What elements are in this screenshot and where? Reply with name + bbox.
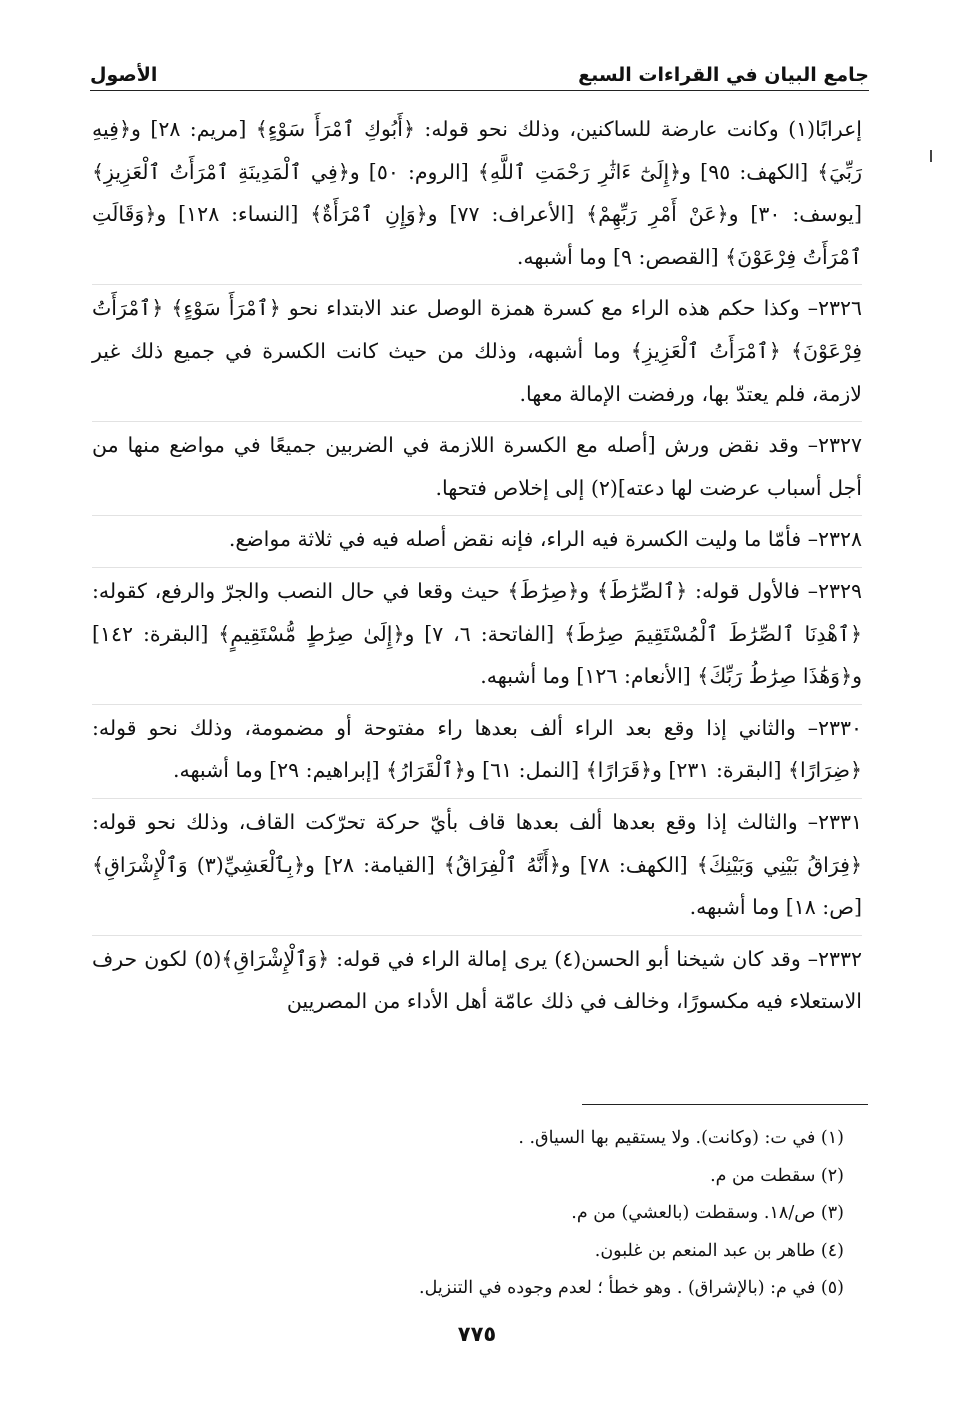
paragraph: ٢٣٣٢– وقد كان شيخنا أبو الحسن(٤) يرى إمالة الراء في قوله: ﴿وَٱلْإِشْرَاقِ﴾(٥) لكون حرف الاستعلاء فيه مكسورًا، وخالف في ذلك عامّة أهل الأداء من المصريين — [92, 935, 862, 1023]
paragraph: إعرابًا(١) وكانت عارضة للساكنين، وذلك نحو قوله: ﴿أَبُوكِ ٱمْرَأَ سَوْءٍ﴾ [مريم: ٢٨] و﴿فِيهِ رَبِّيَ﴾ [الكهف: ٩٥] و﴿إِلَىٰٓ ءَاثَٰرِ رَحْمَتِ ٱللَّهِ﴾ [الروم: ٥٠] و﴿فِي ٱلْمَدِينَةِ ٱمْرَأَتُ ٱلْعَزِيزِ﴾ [يوسف: ٣٠] و﴿عَنْ أَمْرِ رَبِّهِمْ﴾ [الأعراف: ٧٧] و﴿وَإِنِ ٱمْرَأَةٌ﴾ [النساء: ١٢٨] و﴿وَقَالَتِ ٱمْرَأَتُ فِرْعَوْنَ﴾ [القصص: ٩] وما أشبهه. — [92, 117, 862, 269]
footnotes — [92, 1120, 844, 1308]
section-title: الأصول — [90, 64, 158, 86]
page-number: ٧٧٥ — [457, 1322, 497, 1346]
paragraph: ٢٣٢٦– وكذا حكم هذه الراء مع كسرة همزة الوصل عند الابتداء نحو ﴿ٱمْرَأَ سَوْءٍ﴾ ﴿ٱمْرَأَتُ فِرْعَوْنَ﴾ ﴿ٱمْرَأَتُ ٱلْعَزِيزِ﴾ وما أشبهه، وذلك من حيث كانت الكسرة في جميع ذلك غير لازمة، فلم يعتدّ بها، ورفضت الإمالة معها. — [92, 284, 862, 415]
paragraph: ٢٣٢٩– فالأول قوله: ﴿ٱلصِّرَٰطَ﴾ و﴿صِرَٰطَ﴾ حيث وقعا في حال النصب والجرّ والرفع، كقوله: ﴿ٱهْدِنَا ٱلصِّرَٰطَ ٱلْمُسْتَقِيمَ صِرَٰطَ﴾ [الفاتحة: ٦، ٧] و﴿إِلَىٰ صِرَٰطٍ مُّسْتَقِيمٍ﴾ [البقرة: ١٤٢] و﴿وَهَٰذَا صِرَٰطُ رَبِّكَ﴾ [الأنعام: ١٢٦] وما أشبهه. — [92, 567, 862, 698]
header-rule — [90, 90, 869, 91]
footnote: (٥) في م: (بالإشراق) . وهو خطأ ؛ لعدم وجوده في التنزيل. — [419, 1278, 844, 1298]
footnote: (٤) طاهر بن عبد المنعم بن غلبون. — [594, 1240, 844, 1261]
book-title: جامع البيان في القراءات السبع — [578, 64, 869, 86]
main-text — [92, 108, 862, 1029]
paragraph: ٢٣٢٧– وقد نقض ورش [أصله مع الكسرة اللازمة في الضربين جميعًا في مواضع منها من أجل أسباب عرضت لها دعته](٢) إلى إخلاص فتحها. — [92, 421, 862, 509]
footnote: (٢) سقطت من م. — [710, 1165, 844, 1186]
paragraph: ٢٣٢٨– فأمّا ما وليت الكسرة فيه الراء، فإنه نقض أصله فيه في ثلاثة مواضع. — [92, 515, 862, 561]
footnote-separator — [582, 1104, 868, 1105]
paragraph: ٢٣٣١– والثالث إذا وقع بعدها ألف بعدها قاف بأيّ حركة تحرّكت القاف، وذلك نحو قوله: ﴿فِرَاقُ بَيْنِي وَبَيْنِكَ﴾ [الكهف: ٧٨] و﴿أَنَّهُ ٱلْفِرَاقُ﴾ [القيامة: ٢٨] و﴿بِٱلْعَشِيِّ(٣) وَٱلْإِشْرَاقِ﴾ [ص: ١٨] وما أشبهه. — [92, 798, 862, 929]
paragraph: ٢٣٣٠– والثاني إذا وقع بعد الراء ألف بعدها راء مفتوحة أو مضمومة، وذلك نحو قوله: ﴿ضِرَارًا﴾ [البقرة: ٢٣١] و﴿قَرَارًا﴾ [النمل: ٦١] و﴿ٱلْقَرَارُ﴾ [إبراهيم: ٢٩] وما أشبهه. — [92, 704, 862, 792]
running-header — [90, 52, 869, 86]
footnote: (٣) ص/١٨. وسقطت (بالعشي) من م. — [571, 1203, 844, 1223]
footnote: (١) في ت: (وكانت). ولا يستقيم بها السياق. . — [518, 1128, 844, 1148]
margin-mark — [930, 150, 932, 162]
